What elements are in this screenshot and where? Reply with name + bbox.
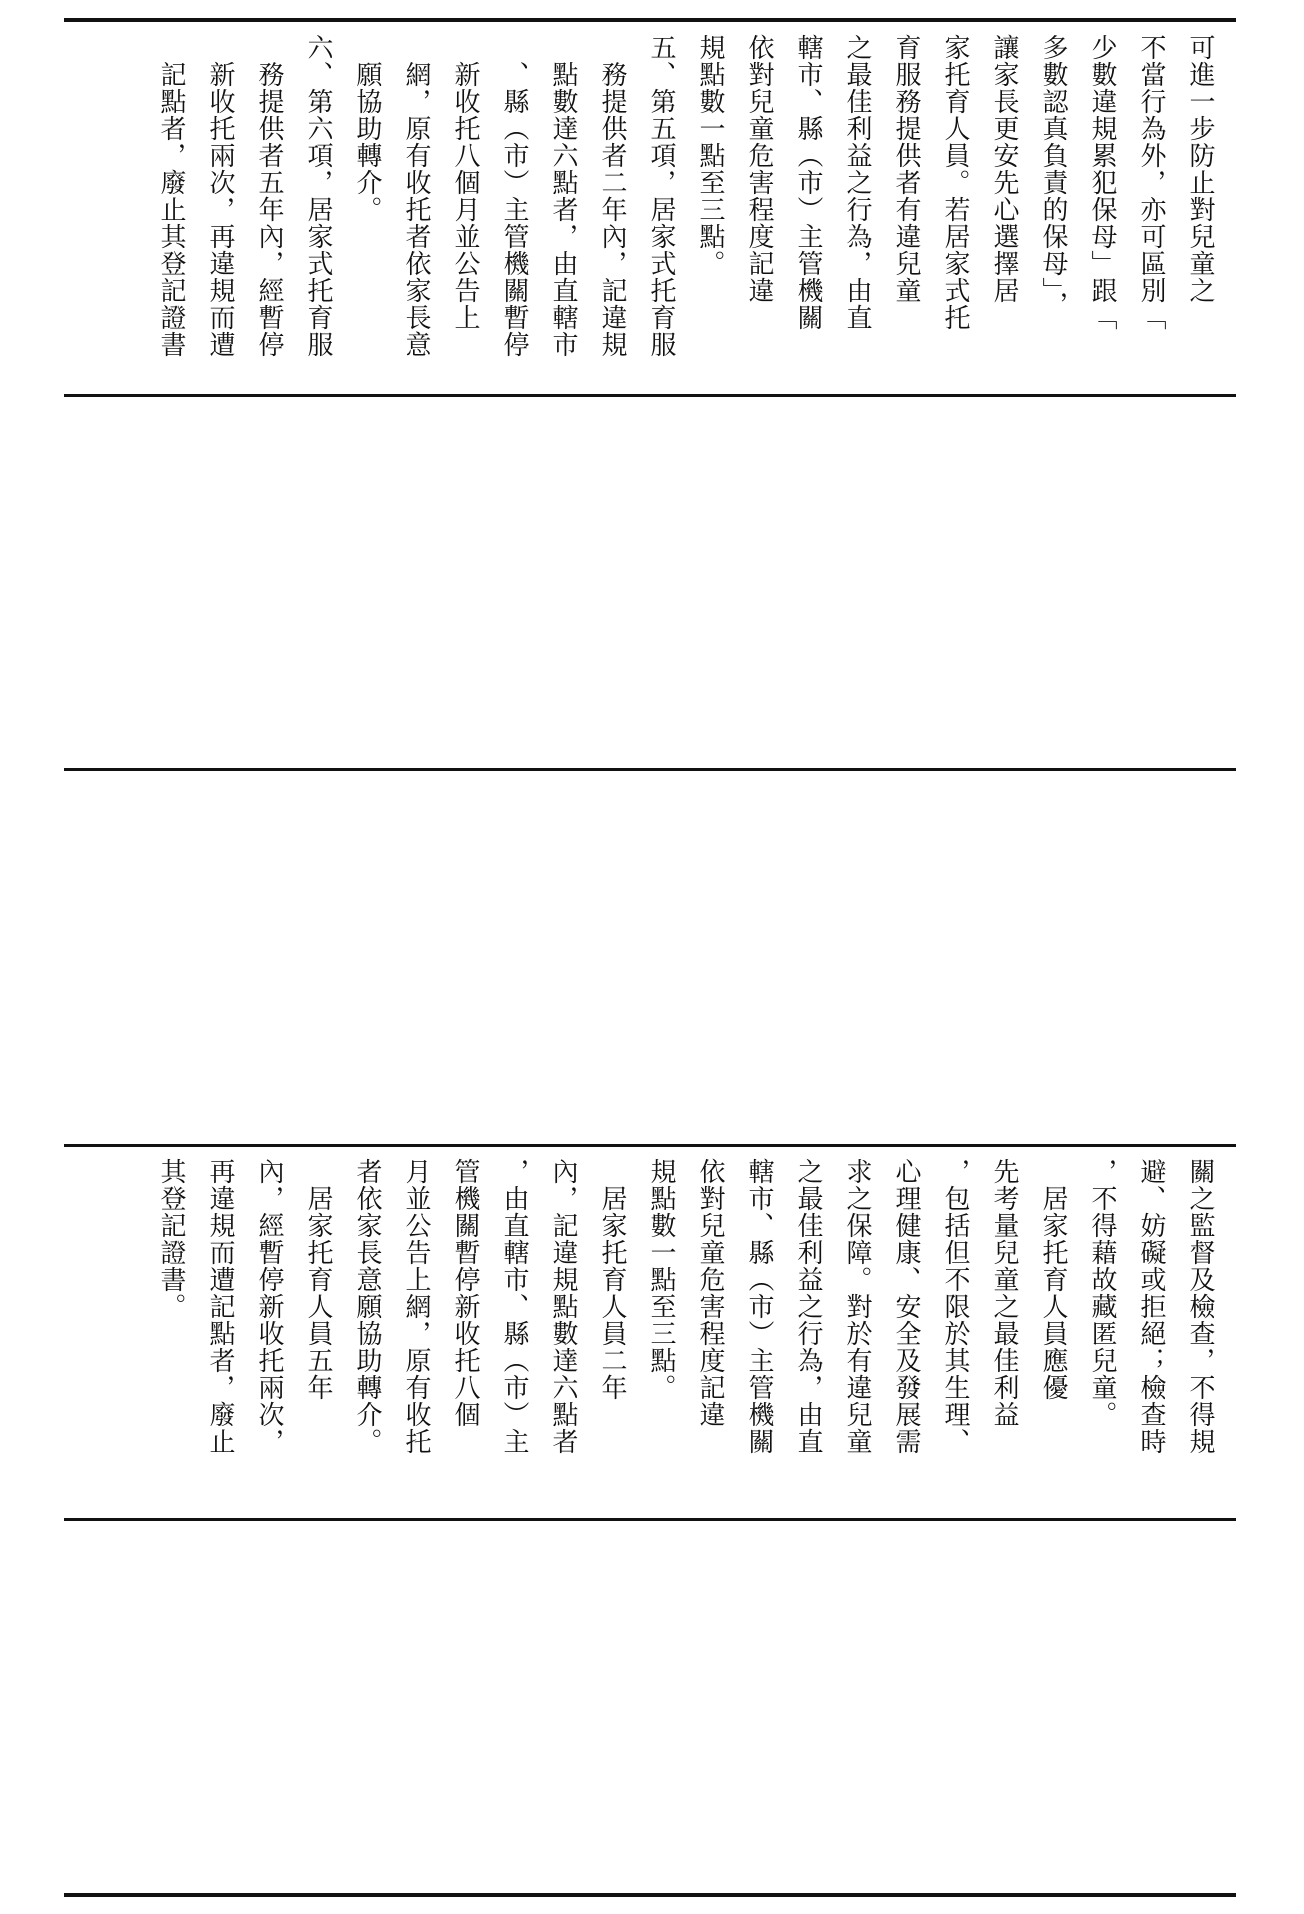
text-line: 務提供者二年內，記違規 [597,34,627,358]
text-line: 轄市、縣（市）主管機關 [793,34,823,331]
text-line: 育服務提供者有違兒童 [891,34,921,304]
text-line: 心理健康、安全及發展需 [891,1158,921,1455]
text-line: 務提供者五年內，經暫停 [254,34,284,358]
text-line: 轄市、縣（市）主管機關 [744,1158,774,1455]
table-rule-2 [64,768,1236,771]
table-rule-1 [64,394,1236,397]
text-line: 讓家長更安先心選擇居 [989,34,1019,304]
current-provision-text-cell [74,1158,1224,1508]
text-line: 之最佳利益之行為，由直 [842,34,872,331]
text-line: 再違規而遭記點者，廢止 [205,1158,235,1455]
text-line: 規點數一點至三點。 [695,34,725,277]
text-line: 之最佳利益之行為，由直 [793,1158,823,1455]
text-line: 可進一步防止對兒童之 [1185,34,1215,304]
text-line: 居家托育人員五年 [303,1158,333,1401]
text-line: ，包括但不限於其生理、 [940,1158,970,1455]
text-line: 六、第六項，居家式托育服 [303,34,333,358]
explanation-text-cell [74,34,1224,384]
text-line: 、縣（市）主管機關暫停 [499,34,529,358]
text-line: 者依家長意願協助轉介。 [352,1158,382,1455]
text-line: 新收托兩次，再違規而遭 [205,34,235,358]
text-line: 五、第五項，居家式托育服 [646,34,676,358]
text-line: 關之監督及檢查，不得規 [1185,1158,1215,1455]
text-line: 家托育人員。若居家式托 [940,34,970,331]
text-line: 點數達六點者，由直轄市 [548,34,578,358]
text-line: 新收托八個月並公告上 [450,34,480,331]
text-line: 依對兒童危害程度記違 [695,1158,725,1428]
text-line: 居家托育人員應優 [1038,1158,1068,1401]
text-line: 網，原有收托者依家長意 [401,34,431,358]
text-line: 先考量兒童之最佳利益 [989,1158,1019,1428]
table-rule-3 [64,1144,1236,1147]
text-line: 多數認真負責的保母」， [1038,34,1068,318]
text-line: 管機關暫停新收托八個 [450,1158,480,1428]
text-line: 不當行為外，亦可區別「 [1136,34,1166,331]
text-line: 內，記違規點數達六點者 [548,1158,578,1455]
text-line: ，由直轄市、縣（市）主 [499,1158,529,1455]
text-line: ，不得藉故藏匿兒童。 [1087,1158,1117,1428]
table-rule-4 [64,1518,1236,1521]
text-line: 少數違規累犯保母」跟「 [1087,34,1117,331]
text-line: 規點數一點至三點。 [646,1158,676,1401]
table-rule-top [64,18,1236,22]
text-line: 居家托育人員二年 [597,1158,627,1401]
text-line: 其登記證書。 [156,1158,186,1320]
text-line: 避、妨礙或拒絕；檢查時 [1136,1158,1166,1455]
text-line: 依對兒童危害程度記違 [744,34,774,304]
text-line: 內，經暫停新收托兩次， [254,1158,284,1455]
text-line: 求之保障。對於有違兒童 [842,1158,872,1455]
table-rule-bottom [64,1893,1236,1897]
text-line: 願協助轉介。 [352,34,382,223]
text-line: 記點者，廢止其登記證書 [156,34,186,358]
text-line: 月並公告上網，原有收托 [401,1158,431,1455]
